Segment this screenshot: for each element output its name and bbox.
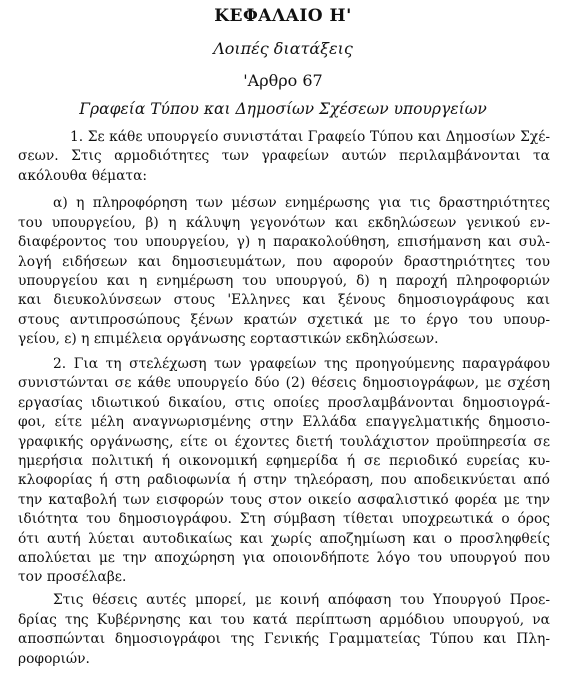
text-line: συνιστώνται σε κάθε υπουργείο δύο (2) θέσεις δημοσιογράφων, με σχέση — [18, 375, 550, 392]
text-line: διαφέροντος του υπουργείου, γ) η παρακολούθηση, επισήμανση και συλ- — [18, 234, 550, 251]
text-line: ιδιότητα του δημοσιογράφου. Στη σύμβαση τίθεται υποχρεωτικά ο όρος — [18, 511, 550, 528]
text-line: ροφοριών. — [18, 650, 90, 667]
text-line: σεων. Στις αρμοδιότητες των γραφείων αυτών περιλαμβάνονται τα — [18, 148, 550, 165]
text-line: δρίας της Κυβέρνησης και του κατά περίπτωση αρμόδιου υπουργού, να — [18, 611, 550, 628]
text-line: 2. Για τη στελέχωση των γραφείων της προηγούμενης παραγράφου — [53, 356, 550, 373]
text-line: και διευκολύνσεων στους 'Ελληνες και ξένους δημοσιογράφους και — [18, 292, 550, 309]
article-title: Γραφεία Τύπου και Δημοσίων Σχέσεων υπουργείων — [79, 100, 487, 118]
text-line: του υπουργείου, β) η κάλυψη γεγονότων και εκδηλώσεων γενικού εν- — [18, 214, 550, 231]
text-line: α) η πληροφόρηση των μέσων ενημέρωσης για τις δραστηριότητες — [53, 195, 550, 212]
text-line: στους αντιπροσώπους ξένων κρατών σχετικά με το έργο του υπουρ- — [18, 311, 550, 328]
text-line: ημερήσια πολιτική ή οικονομική εφημερίδα ή σε περιοδικό ευρείας κυ- — [18, 453, 550, 469]
text-line: γείου, ε) η επιμέλεια οργάνωσης εορταστικών εκδηλώσεων. — [18, 331, 439, 348]
text-line: κλοφορίας ή στη ραδιοφωνία ή στην τηλεόραση, που αποδεικνύεται από — [18, 472, 550, 489]
text-line: λογή ειδήσεων και δημοσιευμάτων, που αφορούν δραστηριότητες του — [18, 253, 550, 270]
text-line: γραφικής οργάνωσης, είτε οι έχοντες διετή τουλάχιστον προϋπηρεσία σε — [18, 433, 550, 450]
text-line: 1. Σε κάθε υπουργείο συνιστάται Γραφείο Τύπου και Δημοσίων Σχέ- — [70, 129, 550, 145]
section-heading: Λοιπές διατάξεις — [213, 39, 353, 58]
text-line: αποσπώνται δημοσιογράφοι της Γενικής Γραμματείας Τύπου και Πλη- — [18, 631, 550, 648]
text-line: εργασίας ιδιωτικού δικαίου, στις οποίες προσλαμβάνονται δημοσιογρά- — [18, 394, 550, 411]
article-number: 'Αρθρο 67 — [243, 71, 323, 90]
text-line: Στις θέσεις αυτές μπορεί, με κοινή απόφαση του Υπουργού Προε- — [53, 592, 550, 609]
text-line: υπουργείου και η ενημέρωση του υπουργού, δ) η παροχή πληροφοριών — [18, 273, 550, 289]
text-line: ότι αυτή λύεται αυτοδικαίως και χωρίς αποζημίωση και ο προσληφθείς — [18, 530, 550, 547]
text-line: απολύεται με την αποχώρηση για οποιονδήποτε λόγο του υπουργού που — [18, 549, 550, 566]
text-line: την καταβολή των εισφορών τους στον οικείο ασφαλιστικό φορέα με την — [18, 491, 550, 508]
text-line: τον προσέλαβε. — [18, 569, 127, 586]
text-line: ακόλουθα θέματα: — [18, 167, 148, 184]
chapter-heading: ΚΕΦΑΛΑΙΟ Η' — [214, 6, 352, 26]
text-line: φοι, είτε μέλη αναγνωρισμένης στην Ελλάδα επαγγελματικής δημοσιο- — [18, 414, 550, 431]
